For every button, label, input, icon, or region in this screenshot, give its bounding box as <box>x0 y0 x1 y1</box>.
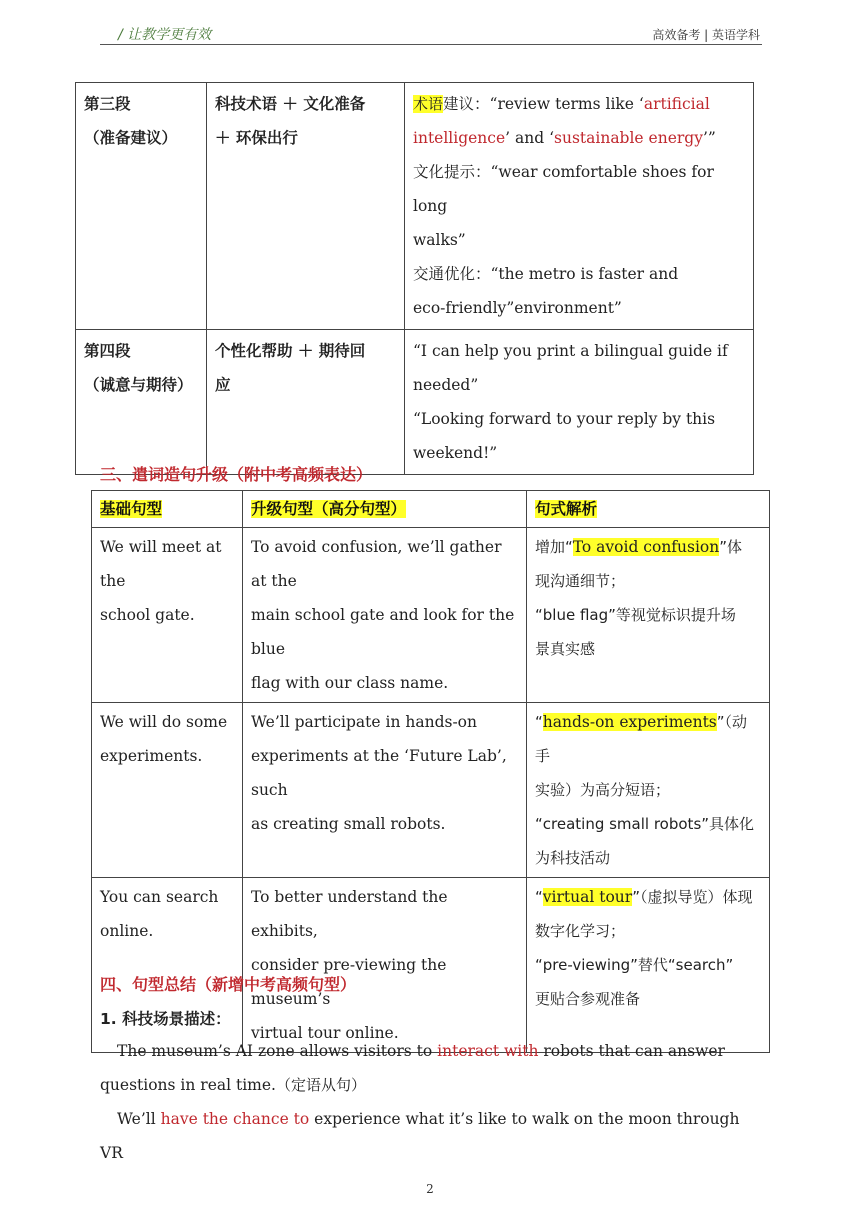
table-cell: To better understand the exhibits, consider pre-viewing the museum’s virtual tour online. <box>243 878 527 1053</box>
table-header-cell: 升级句型（高分句型） <box>243 491 527 528</box>
example-sentence: The museum’s AI zone allows visitors to interact with robots that can answer questions in real time.（定语从句） <box>100 1042 725 1094</box>
table-header-cell: 基础句型 <box>92 491 243 528</box>
table-cell: 科技术语 ＋ 文化准备 ＋ 环保出行 <box>207 83 405 330</box>
paragraph-structure-table <box>75 82 754 475</box>
header-slogan: / 让教学更有效 <box>118 27 212 43</box>
header-divider <box>100 44 762 45</box>
table-row <box>92 528 770 703</box>
table-cell: “hands-on experiments”（动手 实验）为高分短语； “creating small robots”具体化 为科技活动 <box>527 703 770 878</box>
example-sentence: We’ll have the chance to experience what it’s like to walk on the moon through VR <box>100 1110 740 1162</box>
table-row <box>76 330 754 475</box>
table-row <box>92 703 770 878</box>
page-number: 2 <box>426 1182 434 1196</box>
table-cell: 第三段 （准备建议） <box>76 83 207 330</box>
table-cell: We will do some experiments. <box>92 703 243 878</box>
subsection-heading: 1. 科技场景描述： <box>100 1010 231 1028</box>
table-cell: You can search online. <box>92 878 243 1053</box>
table-cell: We’ll participate in hands-on experiments at the ‘Future Lab’, such as creating small robots. <box>243 703 527 878</box>
header-subject: 高效备考 | 英语学科 <box>652 28 760 42</box>
table-cell: “virtual tour”（虚拟导览）体现 数字化学习； “pre-viewing”替代“search” 更贴合参观准备 <box>527 878 770 1053</box>
table-cell: 术语建议：“review terms like ‘artificial intelligence’ and ‘sustainable energy’” 文化提示：“wear comfortable shoes for long walks” 交通优化：“the metro is faster and eco-friendly”environment” <box>405 83 754 330</box>
section-heading: 三、遣词造句升级（附中考高频表达） <box>100 465 373 484</box>
table-cell: “I can help you print a bilingual guide if needed” “Looking forward to your reply by this weekend!” <box>405 330 754 475</box>
table-cell: 第四段 （诚意与期待） <box>76 330 207 475</box>
table-cell: We will meet at the school gate. <box>92 528 243 703</box>
table-cell: To avoid confusion, we’ll gather at the main school gate and look for the blue flag with our class name. <box>243 528 527 703</box>
table-header-row <box>92 491 770 528</box>
sentence-upgrade-table <box>91 490 770 1053</box>
section-heading: 四、句型总结（新增中考高频句型） <box>100 975 357 994</box>
table-cell: 增加“To avoid confusion”体 现沟通细节； “blue flag”等视觉标识提升场 景真实感 <box>527 528 770 703</box>
table-cell: 个性化帮助 ＋ 期待回 应 <box>207 330 405 475</box>
table-row <box>76 83 754 330</box>
table-header-cell: 句式解析 <box>527 491 770 528</box>
